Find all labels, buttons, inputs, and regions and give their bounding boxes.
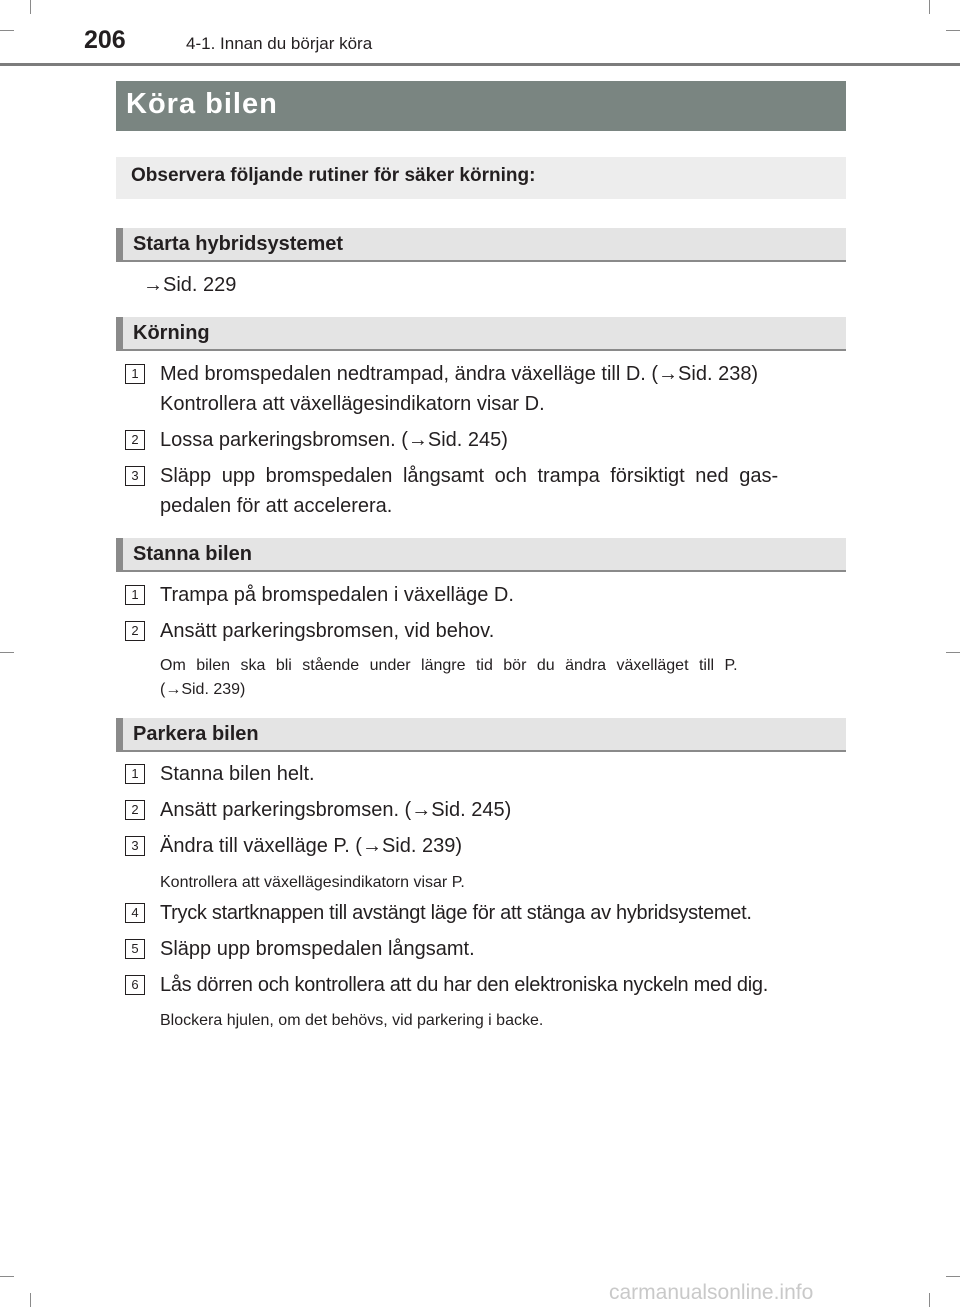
watermark: carmanualsonline.info [609, 1281, 814, 1304]
step-number-badge: 2 [125, 621, 145, 641]
note-text: Om bilen ska bli stående under längre tid bör du ändra växelläget till P. [160, 657, 738, 674]
section-accent [116, 538, 123, 570]
step-number-badge: 1 [125, 585, 145, 605]
section-heading-label: Körning [133, 322, 210, 344]
page-title: Köra bilen [126, 88, 278, 120]
step-number-badge: 5 [125, 939, 145, 959]
step-text-continued: pedalen för att accelerera. [160, 495, 393, 517]
section-heading-label: Parkera bilen [133, 723, 259, 745]
step-text: Ändra till växelläge P. (→Sid. 239) [160, 835, 463, 857]
section-accent [116, 317, 123, 349]
step-number-badge: 1 [125, 364, 145, 384]
step-text: Släpp upp bromspedalen långsamt. [160, 938, 475, 960]
step-number-badge: 6 [125, 975, 145, 995]
section-heading-stop [116, 538, 846, 572]
note-text: Kontrollera att växellägesindikatorn visar P. [160, 874, 465, 891]
crop-mark [30, 1293, 31, 1307]
step-number-badge: 2 [125, 800, 145, 820]
section-accent [116, 228, 123, 260]
crop-mark [929, 0, 930, 14]
intro-text: Observera följande rutiner för säker körning: [131, 165, 536, 186]
section-heading-label: Stanna bilen [133, 543, 252, 565]
crop-mark [0, 30, 14, 31]
crop-mark [0, 1276, 14, 1277]
step-number-badge: 3 [125, 466, 145, 486]
step-number-badge: 2 [125, 430, 145, 450]
crop-mark [0, 652, 14, 653]
crop-mark [946, 1276, 960, 1277]
note-text: Blockera hjulen, om det behövs, vid parkering i backe. [160, 1012, 544, 1029]
step-number-badge: 3 [125, 836, 145, 856]
step-number-badge: 1 [125, 764, 145, 784]
section-accent [116, 718, 123, 750]
step-text: Med bromspedalen nedtrampad, ändra växelläge till D. (→Sid. 238) [160, 363, 759, 385]
step-text: Lås dörren och kontrollera att du har den elektroniska nyckeln med dig. [160, 974, 768, 996]
step-text: Ansätt parkeringsbromsen. (→Sid. 245) [160, 799, 512, 821]
crop-mark [30, 0, 31, 14]
step-number-badge: 4 [125, 903, 145, 923]
header-rule [0, 63, 960, 66]
step-text: Stanna bilen helt. [160, 763, 315, 785]
step-text: Lossa parkeringsbromsen. (→Sid. 245) [160, 429, 508, 451]
note-text-continued: (→Sid. 239) [160, 681, 246, 698]
section-heading-start [116, 228, 846, 262]
page-number: 206 [84, 26, 126, 54]
step-text-continued: Kontrollera att växellägesindikatorn visar D. [160, 393, 545, 415]
crop-mark [946, 30, 960, 31]
step-text: Ansätt parkeringsbromsen, vid behov. [160, 620, 495, 642]
section-heading-driving [116, 317, 846, 351]
crop-mark [946, 652, 960, 653]
step-text: Släpp upp bromspedalen långsamt och trampa försiktigt ned gas- [160, 465, 779, 487]
section-heading-label: Starta hybridsystemet [133, 233, 344, 255]
chapter-title: 4-1. Innan du börjar köra [186, 34, 373, 53]
section-heading-park [116, 718, 846, 752]
crop-mark [929, 1293, 930, 1307]
step-text: Tryck startknappen till avstängt läge för att stänga av hybridsystemet. [160, 902, 752, 924]
page-reference: →Sid. 229 [143, 274, 237, 296]
step-text: Trampa på bromspedalen i växelläge D. [160, 584, 514, 606]
